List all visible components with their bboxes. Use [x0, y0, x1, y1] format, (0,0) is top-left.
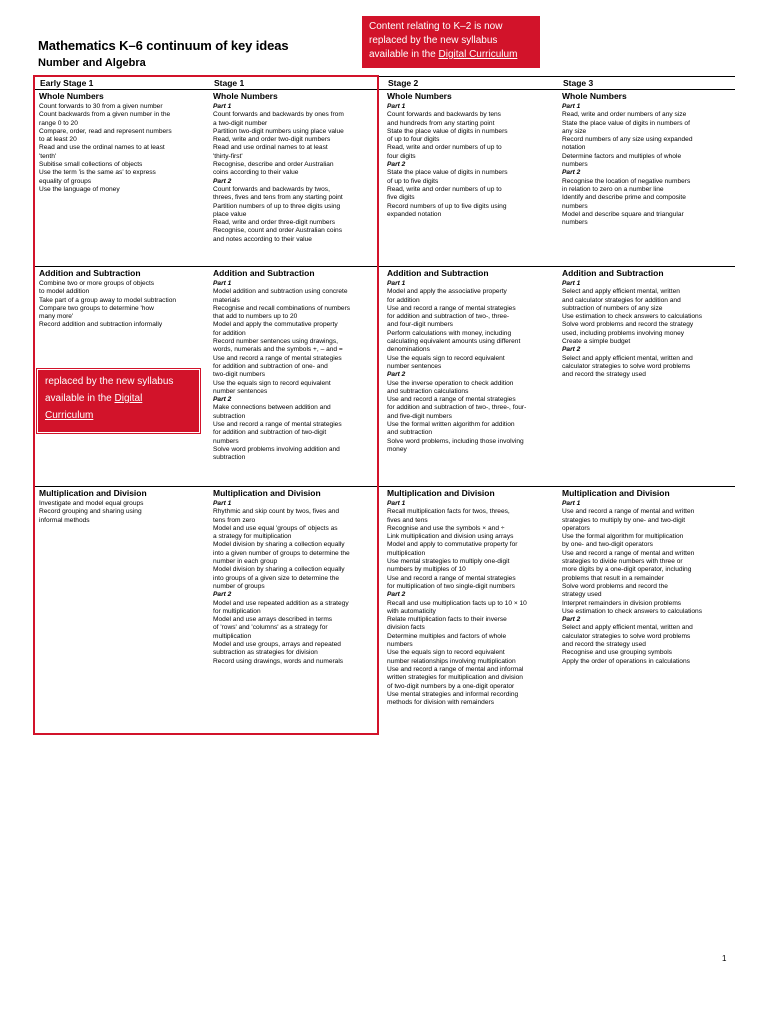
key-idea-line: and notes according to their value	[213, 235, 312, 243]
key-idea-line: threes, fives and tens from any starting point	[213, 194, 343, 202]
key-idea-line: two-digit numbers	[213, 371, 266, 379]
key-idea-line: Record using drawings, words and numerals	[213, 657, 344, 665]
cell-heading: Addition and Subtraction	[387, 268, 489, 278]
key-idea-line: and record the strategy used	[562, 371, 646, 379]
key-idea-line: Subitise small collections of objects	[39, 161, 143, 169]
key-idea-line: numbers	[562, 202, 588, 210]
notice-text: replaced by the new syllabus available in the	[45, 376, 174, 404]
key-idea-line: strategies to multiply by one- and two-digit	[562, 516, 686, 524]
cell-heading: Addition and Subtraction	[39, 268, 141, 278]
key-idea-line: Recognise and recall combinations of numbers	[213, 304, 351, 312]
key-idea-line: Use the equals sign to record equivalent	[213, 379, 331, 387]
key-idea-line: Use the term 'is the same as' to express	[39, 169, 156, 177]
key-idea-line: methods for division with remainders	[387, 699, 495, 707]
key-idea-line: Identify and describe prime and composite	[562, 194, 686, 202]
part-label: Part 1	[213, 280, 232, 287]
key-idea-line: and subtraction calculations	[387, 387, 469, 395]
key-idea-line: Read, write and order two-digit numbers	[213, 136, 331, 144]
key-idea-line: and subtraction	[387, 429, 433, 437]
key-idea-line: Record addition and subtraction informally	[39, 321, 163, 329]
cell-heading: Whole Numbers	[387, 91, 452, 101]
key-idea-line: with automaticity	[387, 607, 436, 615]
key-idea-line: that add to numbers up to 20	[213, 313, 298, 321]
key-idea-line: calculator strategies to solve word problems	[562, 362, 691, 370]
key-idea-line: Read, write and order numbers of up to	[387, 144, 502, 152]
part-label: Part 2	[387, 591, 406, 599]
key-idea-line: and five-digit numbers	[387, 412, 452, 420]
key-idea-line: Interpret remainders in division problems	[562, 599, 682, 607]
key-idea-line: Read, write and order numbers of up to	[387, 185, 502, 193]
cell-heading: Addition and Subtraction	[213, 268, 315, 278]
key-idea-line: notation	[562, 144, 586, 152]
key-idea-line: subtraction	[213, 412, 246, 420]
key-idea-line: materials	[213, 296, 240, 304]
key-idea-line: for addition and subtraction of two-, three-	[387, 313, 510, 321]
key-idea-line: expanded notation	[387, 210, 442, 218]
key-idea-line: Record grouping and sharing using	[39, 508, 142, 516]
key-idea-line: Model and apply to commutative property for	[387, 541, 518, 549]
column-header-stage-2: Stage 2	[388, 78, 419, 88]
key-idea-line: Count forwards to 30 from a given number	[39, 103, 163, 110]
key-idea-line: Solve word problems and record the	[562, 582, 668, 590]
key-idea-line: Model and apply the commutative property	[213, 321, 338, 329]
part-label: Part 2	[213, 591, 232, 599]
key-idea-line: by one- and two-digit operators	[562, 541, 653, 549]
key-idea-line: Use and record a range of mental strategies	[213, 354, 342, 362]
cell-heading: Addition and Subtraction	[562, 268, 664, 278]
key-idea-line: place value	[213, 210, 247, 218]
table-cell	[387, 488, 557, 707]
key-idea-line: Record numbers of up to five digits using	[387, 202, 507, 210]
table-cell	[562, 268, 734, 380]
key-idea-line: Model and use groups, arrays and repeated	[213, 641, 341, 649]
table-cell	[387, 91, 557, 219]
part-label: Part 2	[562, 169, 581, 177]
key-idea-line: calculator strategies to solve word problems	[562, 632, 691, 640]
key-idea-line: multiplication	[213, 632, 252, 640]
key-idea-line: Read and use the ordinal names to at least	[39, 144, 165, 152]
key-idea-line: of 'rows' and 'columns' as a strategy for	[213, 624, 328, 632]
page-number: 1	[722, 954, 727, 963]
table-cell	[562, 488, 734, 666]
key-idea-line: Partition two-digit numbers using place value	[213, 127, 344, 135]
key-idea-line: Read and use ordinal names to at least	[213, 144, 328, 152]
key-idea-line: Rhythmic and skip count by twos, fives and	[213, 508, 340, 516]
part-label: Part 1	[562, 500, 581, 507]
part-label: Part 1	[387, 500, 406, 507]
page-title: Mathematics K–6 continuum of key ideas	[38, 38, 289, 53]
key-idea-line: Model and use repeated addition as a strategy	[213, 599, 349, 607]
key-idea-line: to at least 20	[39, 136, 77, 144]
key-idea-line: strategy used	[562, 591, 602, 599]
key-idea-line: strategies to divide numbers with three or	[562, 558, 683, 566]
key-idea-line: Model and describe square and triangular	[562, 210, 684, 218]
key-idea-line: subtraction as strategies for division	[213, 649, 318, 657]
key-idea-line: for multiplication of two single-digit numbers	[387, 582, 515, 590]
key-idea-line: number of groups	[213, 582, 265, 590]
key-idea-line: Use estimation to check answers to calculations	[562, 607, 702, 615]
key-idea-line: Create a simple budget	[562, 338, 631, 346]
key-idea-line: Solve word problems, including those involving	[387, 437, 524, 445]
page-subtitle: Number and Algebra	[38, 57, 146, 69]
key-idea-line: into groups of a given size to determine the	[213, 574, 340, 582]
key-idea-line: written strategies for multiplication and division	[387, 674, 523, 682]
part-label: Part 2	[387, 371, 406, 379]
key-idea-line: Link multiplication and division using arrays	[387, 533, 514, 541]
key-idea-line: subtraction	[213, 454, 246, 462]
key-idea-line: Use the language of money	[39, 185, 120, 193]
key-idea-line: operators	[562, 524, 590, 532]
key-idea-line: Solve word problems and record the strategy	[562, 321, 694, 329]
part-label: Part 2	[562, 346, 581, 354]
part-label: Part 2	[387, 161, 406, 169]
key-idea-line: Partition numbers of up to three digits using	[213, 202, 341, 210]
key-idea-line: Select and apply efficient mental, written and	[562, 354, 693, 362]
cell-heading: Multiplication and Division	[213, 488, 321, 498]
key-idea-line: Use and record a range of mental strategies	[387, 304, 516, 312]
cell-heading: Whole Numbers	[39, 91, 104, 101]
part-label: Part 1	[213, 500, 232, 507]
key-idea-line: numbers	[213, 437, 239, 445]
key-idea-line: Use mental strategies and informal recording	[387, 690, 519, 698]
key-idea-line: numbers	[562, 219, 588, 227]
key-idea-line: and hundreds from any starting point	[387, 119, 495, 127]
key-idea-line: Investigate and model equal groups	[39, 500, 144, 507]
key-idea-line: Perform calculations with money, including	[387, 329, 512, 337]
key-idea-line: Model and apply the associative property	[387, 288, 507, 296]
key-idea-line: a two-digit number	[213, 119, 268, 127]
table-cell	[387, 268, 557, 454]
column-header-stage-3: Stage 3	[563, 78, 594, 88]
cell-heading: Multiplication and Division	[562, 488, 670, 498]
key-idea-line: in relation to zero on a number line	[562, 185, 664, 193]
key-idea-line: 'thirty-first'	[213, 152, 243, 160]
key-idea-line: Use the formal algorithm for multiplication	[562, 533, 684, 541]
key-idea-line: numbers	[562, 161, 588, 169]
part-label: Part 1	[387, 103, 406, 110]
key-idea-line: into a given number of groups to determine the	[213, 549, 350, 557]
key-idea-line: Read, write and order numbers of any size	[562, 111, 687, 119]
key-idea-line: Use the inverse operation to check addition	[387, 379, 514, 387]
digital-curriculum-link[interactable]: Digital Curriculum	[45, 393, 143, 421]
key-idea-line: multiplication	[387, 549, 426, 557]
cell-heading: Multiplication and Division	[39, 488, 147, 498]
key-idea-line: 'tenth'	[39, 152, 57, 160]
key-idea-line: Use and record a range of mental strategies	[387, 574, 516, 582]
key-idea-line: informal methods	[39, 516, 90, 524]
key-idea-line: for addition and subtraction of two-digit	[213, 429, 327, 437]
key-idea-line: tens from zero	[213, 516, 256, 524]
key-idea-line: Recognise and use the symbols × and ÷	[387, 524, 505, 532]
key-idea-line: Compare, order, read and represent numbers	[39, 127, 172, 135]
table-cell	[562, 91, 734, 227]
cell-heading: Whole Numbers	[213, 91, 278, 101]
key-idea-line: equality of groups	[39, 177, 92, 185]
key-idea-line: Use and record a range of mental strategies	[387, 396, 516, 404]
key-idea-line: State the place value of digits in numbers	[387, 127, 508, 135]
key-idea-line: number in each group	[213, 558, 278, 566]
part-label: Part 1	[213, 103, 232, 110]
key-idea-line: Use the formal written algorithm for addition	[387, 421, 515, 429]
replacement-notice-inline	[37, 369, 200, 433]
key-idea-line: more digits by a one-digit operator, including	[562, 566, 692, 574]
key-idea-line: Apply the order of operations in calculations	[562, 657, 690, 665]
key-idea-line: Select and apply efficient mental, written	[562, 288, 680, 296]
key-idea-line: coins according to their value	[213, 169, 299, 177]
key-idea-line: Use and record a range of mental and written	[562, 508, 695, 516]
key-idea-line: number sentences	[213, 387, 268, 395]
key-idea-line: Recognise the location of negative numbers	[562, 177, 691, 185]
key-idea-line: Use estimation to check answers to calculations	[562, 313, 702, 321]
part-label: Part 2	[213, 177, 232, 185]
key-idea-line: Read, write and order three-digit numbers	[213, 219, 336, 227]
key-idea-line: Recognise and use grouping symbols	[562, 649, 672, 657]
key-idea-line: for addition	[213, 329, 246, 337]
key-idea-line: Count backwards from a given number in the	[39, 111, 171, 119]
key-idea-line: Combine two or more groups of objects	[39, 280, 155, 287]
key-idea-line: Use the equals sign to record equivalent	[387, 649, 505, 657]
key-idea-line: Model addition and subtraction using concrete	[213, 288, 348, 296]
key-idea-line: Use mental strategies to multiply one-digit	[387, 558, 510, 566]
key-idea-line: words, numerals and the symbols +, – and =	[213, 346, 343, 354]
part-label: Part 2	[562, 616, 581, 624]
key-idea-line: denominations	[387, 346, 430, 354]
key-idea-line: numbers	[387, 641, 413, 649]
key-idea-line: division facts	[387, 624, 425, 632]
key-idea-line: many more'	[39, 313, 74, 321]
key-idea-line: subtraction of numbers of any size	[562, 304, 663, 312]
key-idea-line: Model and use equal 'groups of' objects as	[213, 524, 338, 532]
key-idea-line: Recall multiplication facts for twos, threes,	[387, 508, 510, 516]
cell-heading: Multiplication and Division	[387, 488, 495, 498]
key-idea-line: Record number sentences using drawings,	[213, 338, 338, 346]
key-idea-line: problems that result in a remainder	[562, 574, 664, 582]
replacement-notice	[362, 16, 540, 68]
key-idea-line: and four-digit numbers	[387, 321, 453, 329]
key-idea-line: money	[387, 445, 407, 453]
part-label: Part 1	[387, 280, 406, 287]
key-idea-line: Recall and use multiplication facts up to 10 × 10	[387, 599, 527, 607]
key-idea-line: a strategy for multiplication	[213, 533, 292, 541]
key-idea-line: calculating equivalent amounts using different	[387, 338, 521, 346]
key-idea-line: State the place value of digits in numbers of	[562, 119, 690, 127]
key-idea-line: for addition and subtraction of two-, three-, four-	[387, 404, 527, 412]
key-idea-line: and record the strategy used	[562, 641, 646, 649]
key-idea-line: Relate multiplication facts to their inverse	[387, 616, 507, 624]
key-idea-line: Model division by sharing a collection equally	[213, 566, 345, 574]
key-idea-line: Recognise, count and order Australian coins	[213, 227, 343, 235]
column-header-early-stage-1: Early Stage 1	[40, 78, 94, 88]
key-idea-line: Count forwards and backwards by twos,	[213, 185, 330, 193]
key-idea-line: for multiplication	[213, 607, 261, 615]
key-idea-line: five digits	[387, 194, 415, 202]
key-idea-line: and calculator strategies for addition and	[562, 296, 681, 304]
key-idea-line: Take part of a group away to model subtraction	[39, 296, 177, 304]
column-header-stage-1: Stage 1	[214, 78, 245, 88]
key-idea-line: Recognise, describe and order Australian	[213, 161, 334, 169]
key-idea-line: any size	[562, 127, 587, 135]
digital-curriculum-link[interactable]: Digital Curriculum	[438, 49, 518, 60]
notice-text: Content relating to K–2 is now replaced by the new syllabus available in the	[369, 21, 503, 60]
key-idea-line: Count forwards and backwards by ones from	[213, 111, 344, 119]
part-label: Part 1	[562, 280, 581, 287]
cell-heading: Whole Numbers	[562, 91, 627, 101]
part-label: Part 2	[213, 396, 232, 404]
key-idea-line: range 0 to 20	[39, 119, 78, 127]
key-idea-line: Select and apply efficient mental, written and	[562, 624, 693, 632]
key-idea-line: Make connections between addition and	[213, 404, 331, 412]
key-idea-line: of two-digit numbers by a one-digit operator	[387, 682, 515, 690]
key-idea-line: four digits	[387, 152, 416, 160]
key-idea-line: Use and record a range of mental strategies	[213, 421, 342, 429]
key-idea-line: of up to five digits	[387, 177, 439, 185]
key-idea-line: number relationships involving multiplication	[387, 657, 516, 665]
key-idea-line: Solve word problems involving addition and	[213, 445, 340, 453]
key-idea-line: Compare two groups to determine 'how	[39, 304, 154, 312]
key-idea-line: Determine factors and multiples of whole	[562, 152, 682, 160]
key-idea-line: to model addition	[39, 288, 90, 296]
key-idea-line: Use and record a range of mental and written	[562, 549, 695, 557]
key-idea-line: fives and tens	[387, 516, 428, 524]
key-idea-line: Use the equals sign to record equivalent	[387, 354, 505, 362]
key-idea-line: Record numbers of any size using expanded	[562, 136, 693, 144]
key-idea-line: Model and use arrays described in terms	[213, 616, 333, 624]
key-idea-line: State the place value of digits in numbers	[387, 169, 508, 177]
key-idea-line: Model division by sharing a collection equally	[213, 541, 345, 549]
key-idea-line: for addition and subtraction of one- and	[213, 362, 328, 370]
key-idea-line: numbers by multiples of 10	[387, 566, 466, 574]
key-idea-line: Use and record a range of mental and informal	[387, 665, 524, 673]
key-idea-line: of up to four digits	[387, 136, 440, 144]
key-idea-line: Determine multiples and factors of whole	[387, 632, 507, 640]
key-idea-line: Count forwards and backwards by tens	[387, 111, 501, 119]
part-label: Part 1	[562, 103, 581, 110]
key-idea-line: for addition	[387, 296, 420, 304]
key-idea-line: used, including problems involving money	[562, 329, 685, 337]
key-idea-line: number sentences	[387, 362, 442, 370]
